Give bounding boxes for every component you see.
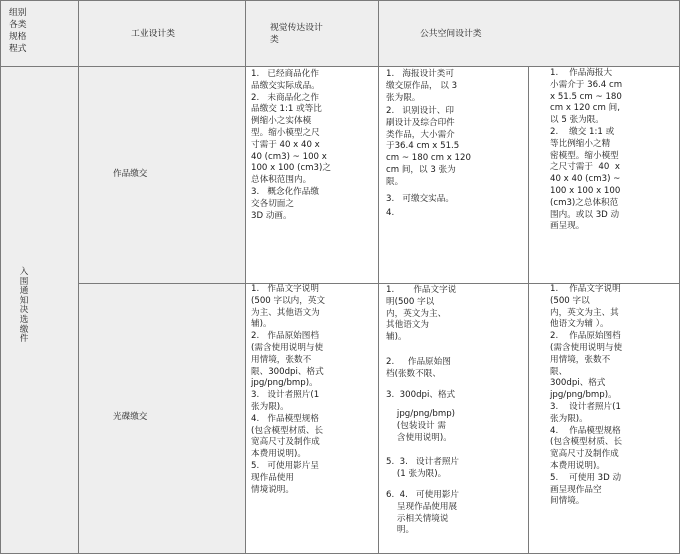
disc-visual-item-4: jpg/png/bmp) (包装设计 需 含使用说明)。 [396, 409, 456, 443]
works-visual-item-4: 4. [386, 208, 395, 218]
works-industrial-cell: 1. 已经商品化作 品缴交实际成品。 2. 未商品化之作 品缴交 1:1 或等比 例缩小之实体模 型。缩小模型之尺 寸需于 40 x 40 x 40 (cm3) ~ 100 x 100 x 100 (cm3)之 总体积范围内。 3. 概念化作品缴 交各切面之 3D 动画。 [251, 69, 331, 221]
row-group-label: 入围通知 决选缴件 [19, 267, 32, 345]
corner-header: 组别 各类 规格 程式 [9, 8, 27, 54]
visual-design-header: 视觉传达设计 类 [270, 23, 323, 45]
industrial-design-header: 工业设计类 [131, 29, 175, 39]
disc-visual-item-2: 2. 作品原始图 档(张数不限、 [386, 357, 451, 379]
label-column [103, 67, 245, 554]
public-space-header: 公共空间设计类 [420, 29, 482, 39]
disc-public-cell: 1. 作品文字说明 (500 字以 内，英文为主、其 他语文为辅 ）。 2. 作品原始图档 (需含使用说明与使 用情境，张数不 限、 300dpi、格式 jpg/png/bmp)。 3. 设计者照片(1 张为限)。 4. 作品模型规格 (包含模型材质、长 宽高尺寸及制作成 本费用说明)。 5. 可使用 3D 动 画呈现作品空 间情境。 [550, 284, 623, 507]
group-column [0, 67, 78, 554]
works-visual-item-2: 2. 识别设计、印 刷设计及综合印件 类作品，大小需介 于36.4 cm x 51.5 cm ~ 180 cm x 120 cm 间，以 3 张为 限。 [386, 106, 471, 187]
disc-visual-item-5: 5. 3. 设计者照片 (1 张为限)。 [386, 457, 460, 479]
disc-visual-item-1: 1. 作品文字说 明(500 字以 内，英文为主、 其他语文为 辅)。 [386, 285, 457, 343]
disc-label: 光碟缴交 [113, 412, 148, 422]
header-row [0, 0, 680, 67]
works-public-cell: 1. 作品海报大 小需介于 36.4 cm x 51.5 cm ~ 180 cm x 120 cm 间, 以 5 张为限。 2. 缴交 1:1 或 等比例缩小之精 密模型。缩小模型 之尺寸需于 40 x 40 x 40 (cm3) ~ 100 x 100 x 100 (cm3)之总体积范 围内。或以 3D 动 画呈现。 [550, 68, 623, 232]
works-visual-item-1: 1. 海报设计类可 缴交原作品， 以 3 张为限。 [386, 69, 458, 103]
spacer-column [78, 67, 103, 554]
works-visual-item-3: 3. 可缴交实品。 [386, 194, 454, 204]
disc-visual-item-6: 6. 4. 可使用影片 呈现作品使用展 示相关情境说 明。 [386, 490, 460, 536]
disc-industrial-cell: 1. 作品文字说明 (500 字以内，英文 为主、其他语文为 辅)。 2. 作品原始图档 (需含使用说明与使 用情境，张数不 限、300dpi、格式 jpg/png/bmp)。 3. 设计者照片(1 张为限)。 4. 作品模型规格 (包含模型材质、长 宽高尺寸及制作成 本费用说明)。 5. 可使用影片呈 现作品使用 情境说明。 [251, 284, 326, 495]
disc-visual-item-3: 3. 300dpi、格式 [386, 390, 456, 400]
works-label: 作品缴交 [113, 169, 148, 179]
